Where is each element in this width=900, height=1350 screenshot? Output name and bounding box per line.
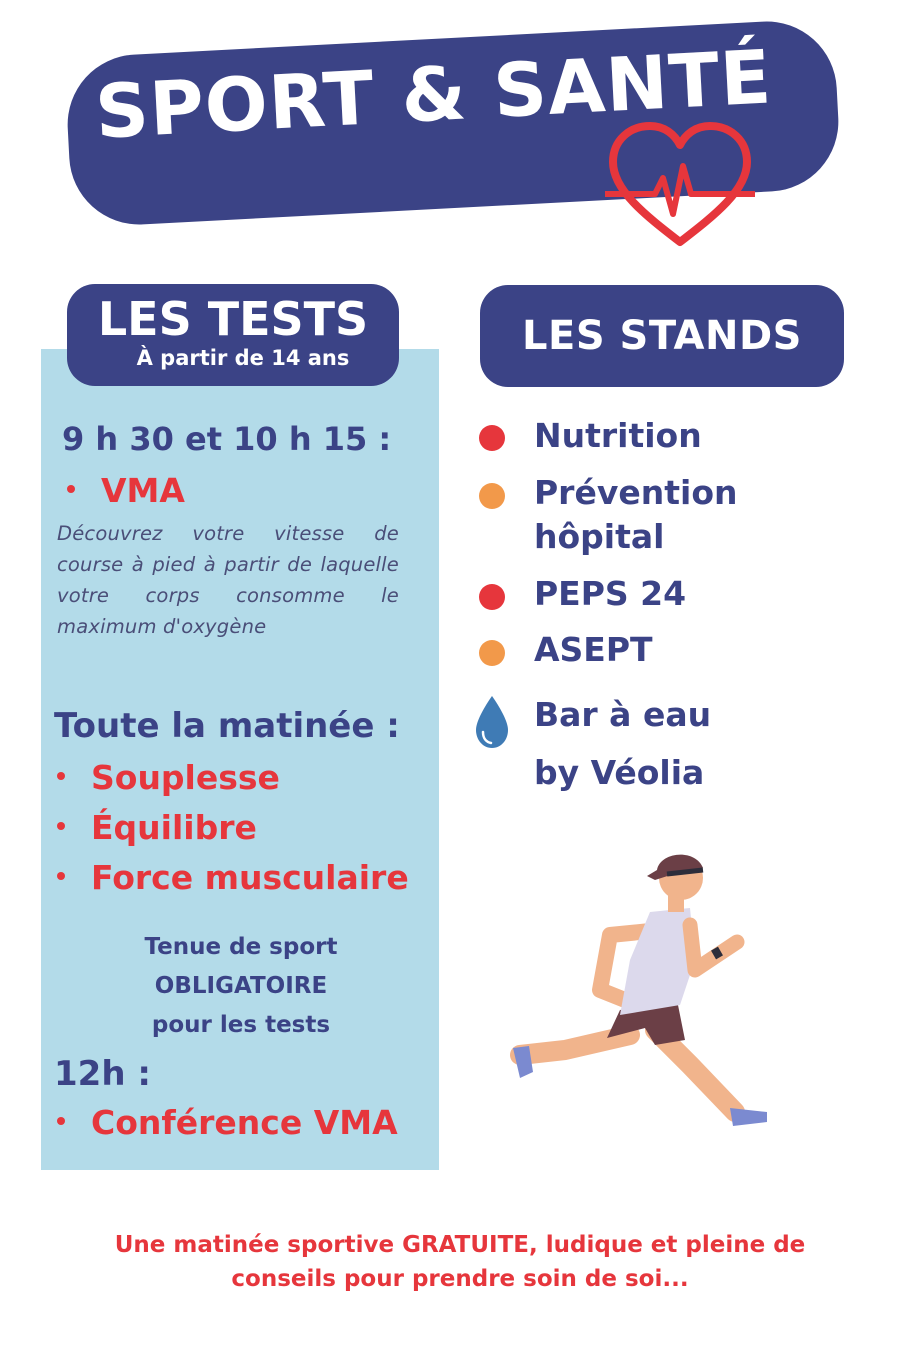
runner-illustration [505,850,770,1135]
stand-label-line: Bar à eau [534,695,712,734]
page-title: SPORT & SANTÉ [93,34,774,156]
heart-pulse-icon [605,120,755,250]
stand-label-line: hôpital [534,517,665,556]
session2-item-label: Souplesse [91,758,280,797]
footer-tagline [40,1228,880,1296]
session2-time: Toute la matinée : [54,706,400,746]
session2-item-label: Équilibre [91,808,257,847]
tests-header [67,284,399,386]
session2-item-label: Force musculaire [91,858,409,897]
session3-time: 12h : [54,1054,151,1094]
stand-item-nutrition: Nutrition [534,416,702,455]
note-line: pour les tests [151,1012,331,1038]
session1-time: 9 h 30 et 10 h 15 : [62,420,392,458]
orange-dot-icon [479,483,505,509]
vma-description: Découvrez votre vitesse de course à pied à partir de laquelle votre corps consomme le maximum d'oxygène [57,522,399,638]
red-dot-icon [479,425,505,451]
stand-item-peps: PEPS 24 [534,574,687,613]
session1-item-label: VMA [101,471,185,510]
tests-subheading: À partir de 14 ans [136,346,350,370]
bullet-icon [67,485,75,493]
session2-item [57,758,280,797]
stand-item-asept: ASEPT [534,630,653,669]
stand-item-prevention [534,471,737,559]
footer-line: Une matinée sportive GRATUITE, ludique et pleine de [114,1232,806,1258]
red-dot-icon [479,584,505,610]
session3-item-label: Conférence VMA [91,1103,398,1142]
water-drop-icon [474,694,510,750]
bullet-icon [57,872,65,880]
stands-heading: LES STANDS [480,285,844,387]
stand-label-line: by Véolia [534,753,705,792]
session3-item [57,1103,398,1142]
footer-line: conseils pour prendre soin de soi... [231,1266,689,1292]
session1-item [67,471,185,510]
session2-item [57,858,409,897]
stand-item-water-bar [534,686,711,802]
bullet-icon [57,772,65,780]
bullet-icon [57,822,65,830]
session2-item [57,808,257,847]
sportswear-note [61,928,421,1045]
orange-dot-icon [479,640,505,666]
bullet-icon [57,1117,65,1125]
tests-heading: LES TESTS [97,292,369,346]
note-line: Tenue de sport [144,934,338,960]
stand-label-line: Prévention [534,473,738,512]
note-line: OBLIGATOIRE [154,973,328,999]
